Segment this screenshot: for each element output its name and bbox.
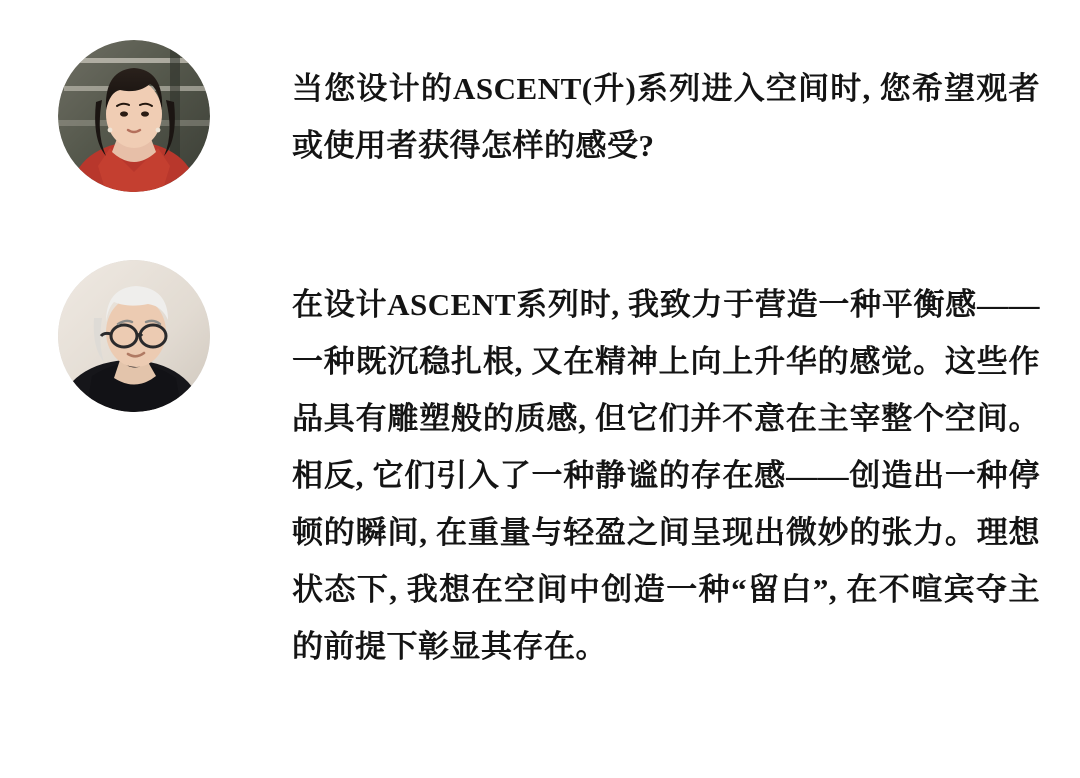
- question-text: 当您设计的ASCENT(升)系列进入空间时, 您希望观者或使用者获得怎样的感受?: [292, 71, 1040, 163]
- block-spacer: [0, 192, 1080, 216]
- interviewer-avatar: [58, 40, 210, 192]
- designer-avatar: [58, 260, 210, 412]
- answer-text: 在设计ASCENT系列时, 我致力于营造一种平衡感——一种既沉稳扎根, 又在精神上向上升华的感觉。这些作品具有雕塑般的质感, 但它们并不意在主宰整个空间。相反, 它们引入了一种静谧的存在感——创造出一种停顿的瞬间, 在重量与轻盈之间呈现出微妙的张力。理想状态下, 我想在空间中创造一种“留白”, 在不喧宾夺主的前提下彰显其存在。: [292, 287, 1040, 664]
- question-block: [0, 0, 1080, 192]
- answer-block: [0, 216, 1080, 675]
